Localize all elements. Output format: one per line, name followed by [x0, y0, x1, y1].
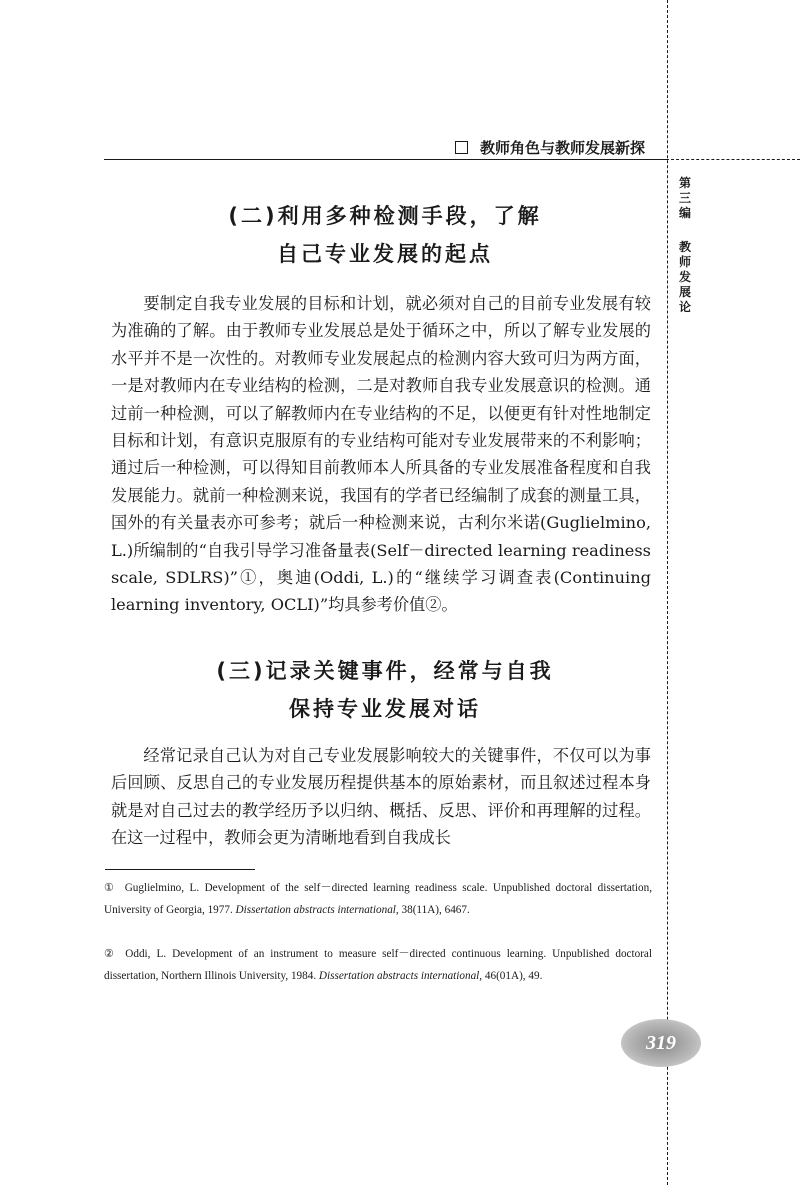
tab-dashed-rule — [666, 159, 800, 160]
footnote-citation: 46(01A), 49. — [482, 969, 543, 982]
footnote — [104, 944, 652, 987]
footnote-text: Guglielmino, L. Development of the self－directed learning readiness scale. Unpublished doctoral dissertation, University of Georgia, 1977. — [104, 882, 653, 916]
footnote-marker: ① — [104, 882, 117, 894]
footnote-text: Oddi, L. Development of an instrument to measure self－directed continuous learning. Unpublished doctoral dissertation, Northern Illinois University, 1984. — [104, 948, 653, 982]
running-title: 教师角色与教师发展新探 — [480, 139, 646, 157]
section-heading-line2: 自己专业发展的起点 — [277, 242, 493, 266]
running-header — [455, 137, 645, 158]
footnote-journal: Dissertation abstracts international, — [318, 969, 483, 982]
footnote-marker: ② — [104, 948, 118, 960]
section-heading-line2: 保持专业发展对话 — [289, 697, 481, 721]
margin-dashed-line — [667, 0, 668, 1185]
section-heading: (二)利用多种检测手段，了解 — [228, 204, 542, 228]
footnote-journal: Dissertation abstracts international, — [235, 903, 399, 916]
side-tab-title: 教 师 发 展 论 — [678, 240, 691, 314]
body-paragraph: 经常记录自己认为对自己专业发展影响较大的关键事件，不仅可以为事后回顾、反思自己的专业发展历程提供基本的原始素材，而且叙述过程本身就是对自己过去的教学经历予以归纳、概括、反思、评价和再理解的过程。在这一过程中，教师会更为清晰地看到自我成长 — [111, 746, 651, 848]
footnote — [104, 878, 652, 921]
header-rule — [104, 159, 666, 160]
page-number: 319 — [621, 1019, 701, 1067]
footnote-rule — [105, 869, 255, 870]
side-tab-part: 第 三 编 — [678, 176, 691, 220]
section-heading: (三)记录关键事件，经常与自我 — [216, 659, 554, 683]
square-bullet-icon — [455, 141, 468, 154]
footnote-citation: 38(11A), 6467. — [398, 903, 470, 916]
body-paragraph: 要制定自我专业发展的目标和计划，就必须对自己的目前专业发展有较为准确的了解。由于教师专业发展总是处于循环之中，所以了解专业发展的水平并不是一次性的。对教师专业发展起点的检测内容大致可归为两方面，一是对教师内在专业结构的检测，二是对教师自我专业发展意识的检测。通过前一种检测，可以了解教师内在专业结构的不足，以便更有针对性地制定目标和计划，有意识克服原有的专业结构可能对专业发展带来的不利影响；通过后一种检测，可以得知目前教师本人所具备的专业发展准备程度和自我发展能力。就前一种检测来说，我国有的学者已经编制了成套的测量工具，国外的有关量表亦可参考；就后一种检测来说，古利尔米诺(Guglielmino, L.)所编制的“自我引导学习准备量表(Self－directed learning readiness scale, SDLRS)”①，奥迪(Oddi, L.)的“继续学习调查表(Continuing learning inventory, OCLI)”均具参考价值②。 — [111, 294, 651, 615]
